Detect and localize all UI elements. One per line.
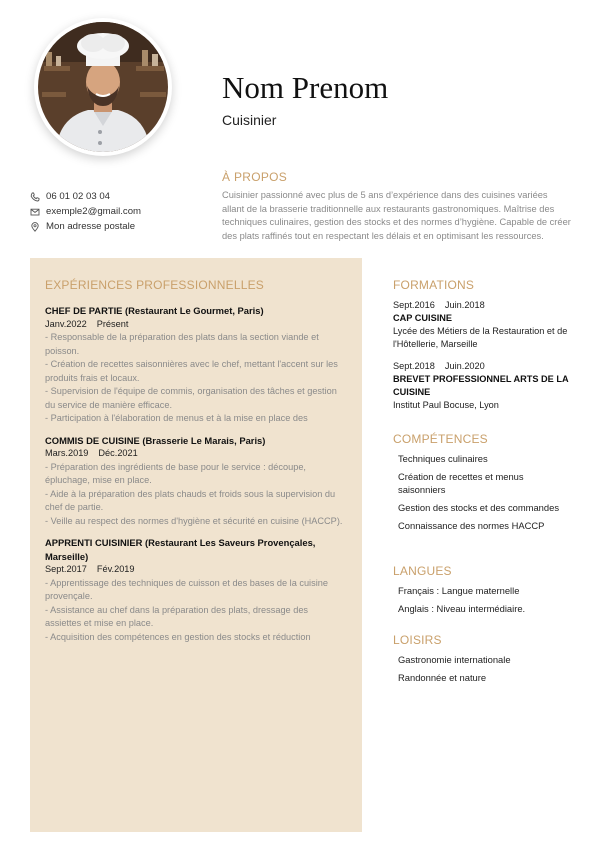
education-end: Juin.2018 <box>444 300 485 310</box>
contact-phone-text: 06 01 02 03 04 <box>46 191 111 202</box>
phone-icon <box>30 192 40 202</box>
hobby-item: Gastronomie internationale <box>398 654 511 665</box>
experience-desc-line: - Supervision de l'équipe de commis, organisation des tâches et gestion du service de manière efficace. <box>45 386 337 410</box>
education-end: Juin.2020 <box>444 361 485 371</box>
experience-item <box>45 304 345 426</box>
experience-desc-line: - Création de recettes saisonnières avec le chef, mettant l'accent sur les produits frais et locaux. <box>45 359 338 383</box>
language-item: Français : Langue maternelle <box>398 585 520 596</box>
profile-photo <box>38 22 168 152</box>
skill-item: Connaissance des normes HACCP <box>398 520 545 531</box>
skills-section-title: COMPÉTENCES <box>393 432 488 446</box>
experience-section-title: EXPÉRIENCES PROFESSIONNELLES <box>45 278 264 292</box>
experience-desc-line: - Participation à l'élaboration de menus et à la mise en place des <box>45 413 308 423</box>
education-start: Sept.2016 <box>393 300 435 310</box>
education-school: Lycée des Métiers de la Restauration et de l'Hôtellerie, Marseille <box>393 326 568 349</box>
candidate-name: Nom Prenom <box>222 70 389 105</box>
experience-desc-line: - Veille au respect des normes d'hygiène et sécurité en cuisine (HACCP). <box>45 515 343 526</box>
experience-dates <box>45 318 345 332</box>
experience-desc-line: - Responsable de la préparation des plats dans la section viande et poisson. <box>45 332 319 356</box>
experience-desc-line: - Assistance au chef dans la préparation des plats, dressage des assiettes et mise en place. <box>45 604 309 628</box>
hobbies-section-title: LOISIRS <box>393 633 442 647</box>
experience-end: Fév.2019 <box>96 564 135 574</box>
language-item: Anglais : Niveau intermédiaire. <box>398 603 526 614</box>
about-text: Cuisinier passionné avec plus de 5 ans d’expérience dans des cuisines variées allant de la brasserie traditionnelle aux restaurants gastronomiques. Maîtrise des techniques culinaires, gestion des stocks et des normes d’hygiène. Capable de créer des plats raffinés tout en respectant les délais et en optimisant les ressources. <box>222 190 571 241</box>
education-school: Institut Paul Bocuse, Lyon <box>393 400 499 410</box>
education-list <box>393 299 578 412</box>
experience-item <box>45 536 345 644</box>
location-pin-icon <box>30 222 40 232</box>
skills-list <box>393 452 563 537</box>
contact-email-text: exemple2@gmail.com <box>46 206 142 217</box>
experience-desc-line: - Préparation des ingrédients de base pour le service : découpe, épluchage, mise en place. <box>45 461 306 485</box>
hobbies-list <box>393 653 578 689</box>
languages-section-title: LANGUES <box>393 564 452 578</box>
experience-title: COMMIS DE CUISINE (Brasserie Le Marais, Paris) <box>45 434 266 446</box>
hobby-item: Randonnée et nature <box>398 672 487 683</box>
experience-dates <box>45 447 345 461</box>
experience-start: Janv.2022 <box>45 318 87 329</box>
experience-item <box>45 434 345 529</box>
education-item <box>393 360 578 412</box>
experience-start: Sept.2017 <box>45 564 87 574</box>
experience-title: CHEF DE PARTIE (Restaurant Le Gourmet, Paris) <box>45 305 264 316</box>
experience-desc-line: - Acquisition des compétences en gestion des stocks et réduction <box>45 631 311 642</box>
education-item <box>393 299 578 351</box>
experience-desc-line: - Apprentissage des techniques de cuisson et des bases de la cuisine provençale. <box>45 577 328 601</box>
profile-photo-frame <box>34 18 172 156</box>
education-title: BREVET PROFESSIONNEL ARTS DE LA CUISINE <box>393 374 569 397</box>
experience-desc-line: - Aide à la préparation des plats chauds et froids sous la supervision du chef de partie. <box>45 488 336 512</box>
education-section-title: FORMATIONS <box>393 278 475 292</box>
skill-item: Création de recettes et menus saisonniers <box>398 471 524 495</box>
experience-end: Présent <box>96 318 129 329</box>
education-dates <box>393 299 578 312</box>
mail-icon <box>30 207 40 217</box>
education-start: Sept.2018 <box>393 361 435 371</box>
education-dates <box>393 360 578 373</box>
chef-portrait-icon <box>38 22 168 152</box>
contact-list <box>30 189 141 234</box>
experience-list <box>45 304 345 652</box>
job-title: Cuisinier <box>222 112 277 128</box>
contact-phone <box>30 189 141 204</box>
education-title: CAP CUISINE <box>393 313 453 323</box>
skill-item: Techniques culinaires <box>398 453 488 464</box>
contact-address-text: Mon adresse postale <box>46 221 136 232</box>
about-section-title: À PROPOS <box>222 170 288 184</box>
languages-list <box>393 584 578 620</box>
contact-email <box>30 204 141 219</box>
experience-dates <box>45 563 345 577</box>
experience-end: Déc.2021 <box>98 448 138 458</box>
skill-item: Gestion des stocks et des commandes <box>398 502 560 513</box>
contact-address <box>30 219 141 234</box>
experience-title: APPRENTI CUISINIER (Restaurant Les Saveurs Provençales, Marseille) <box>45 537 316 562</box>
experience-start: Mars.2019 <box>45 448 89 458</box>
